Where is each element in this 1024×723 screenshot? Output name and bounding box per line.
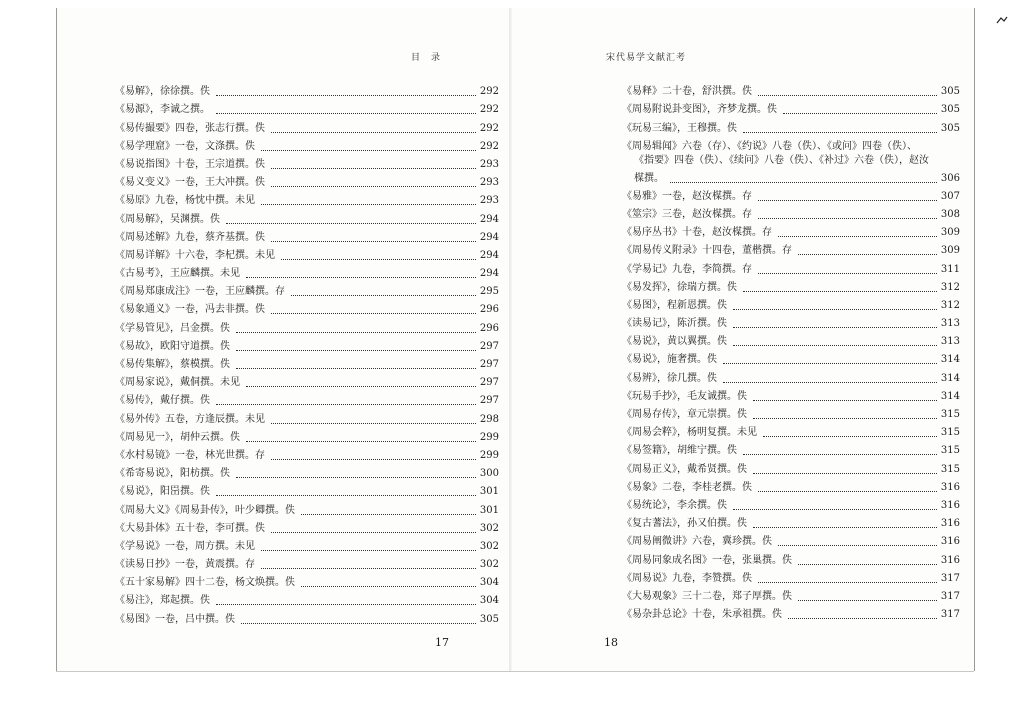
toc-entry — [622, 422, 960, 440]
entry-page-number: 304 — [479, 595, 499, 607]
entry-title: 《易说》，施奢撰。佚 — [622, 354, 717, 366]
dot-leader — [216, 404, 476, 405]
entry-title: 《筮宗》三卷，赵汝楳撰。存 — [622, 208, 752, 220]
entry-title: 《易原》九卷，杨忱中撰。未见 — [115, 195, 255, 207]
toc-entry — [622, 117, 960, 135]
entry-page-number: 306 — [940, 172, 960, 184]
toc-entry — [115, 245, 499, 263]
dot-leader — [783, 113, 937, 114]
entry-page-number: 294 — [479, 231, 499, 243]
entry-page-number: 297 — [479, 377, 499, 389]
entry-title: 《易故》，欧阳守道撰。佚 — [115, 340, 230, 352]
dot-leader — [236, 368, 476, 369]
entry-title: 《易统论》，李余撰。佚 — [622, 499, 727, 511]
toc-entry — [115, 227, 499, 245]
dot-leader — [758, 491, 937, 492]
dot-leader — [291, 295, 476, 296]
entry-title: 《易序丛书》十卷，赵汝楳撰。存 — [622, 227, 772, 239]
entry-title: 《大易卦体》五十卷，李可撰。佚 — [115, 522, 265, 534]
entry-page-number: 305 — [940, 122, 960, 134]
toc-entry — [115, 608, 499, 626]
toc-entry — [115, 263, 499, 281]
entry-page-number: 300 — [479, 468, 499, 480]
entry-page-number: 309 — [940, 227, 960, 239]
dot-leader — [778, 236, 937, 237]
toc-entry — [622, 477, 960, 495]
toc-entry — [115, 372, 499, 390]
dot-leader — [271, 241, 476, 242]
entry-page-number: 296 — [479, 304, 499, 316]
entry-title: 《周易正义》，戴希贤撰。佚 — [622, 463, 747, 475]
dot-leader — [753, 473, 937, 474]
dot-leader — [788, 618, 937, 619]
toc-entry — [622, 604, 960, 622]
toc-entry — [115, 154, 499, 172]
entry-title: 《玩易三编》，王穆撰。佚 — [622, 122, 737, 134]
entry-page-number: 297 — [479, 395, 499, 407]
dot-leader — [778, 545, 937, 546]
toc-entry — [115, 481, 499, 499]
entry-page-number: 313 — [940, 336, 960, 348]
left-page — [56, 8, 509, 671]
entry-title: 《读易日抄》一卷，黄震撰。存 — [115, 559, 255, 571]
entry-title: 《古易考》，王应麟撰。未见 — [115, 268, 240, 280]
dot-leader — [216, 95, 476, 96]
dot-leader — [758, 200, 937, 201]
entry-page-number: 313 — [940, 318, 960, 330]
entry-title: 《大易观象》三十二卷，郑子厚撰。佚 — [622, 590, 792, 602]
toc-entry — [622, 258, 960, 276]
entry-page-number: 298 — [479, 413, 499, 425]
entry-page-number: 316 — [940, 499, 960, 511]
dot-leader — [723, 363, 937, 364]
entry-title: 《易注》，郑起撰。佚 — [115, 595, 210, 607]
dot-leader — [261, 150, 476, 151]
toc-entry — [115, 81, 499, 99]
entry-title: 《易发挥》，徐瑞方撰。佚 — [622, 281, 737, 293]
entry-title: 《周易家说》，戴侗撰。未见 — [115, 377, 240, 389]
entry-page-number: 315 — [940, 409, 960, 420]
dot-leader — [743, 291, 937, 292]
toc-entry — [115, 281, 499, 299]
toc-entry — [622, 313, 960, 331]
dot-leader — [281, 259, 476, 260]
entry-page-number: 315 — [940, 445, 960, 457]
dot-leader — [241, 623, 476, 624]
scan-corner-mark-icon — [995, 14, 1009, 28]
dot-leader — [670, 182, 937, 183]
entry-title: 《易传》，戴仔撰。佚 — [115, 395, 210, 407]
toc-entry — [115, 572, 499, 590]
toc-entry — [622, 222, 960, 240]
dot-leader — [236, 350, 476, 351]
dot-leader — [798, 600, 937, 601]
dot-leader — [758, 218, 937, 219]
entry-title: 《学易管见》，吕金撰。佚 — [115, 322, 230, 334]
entry-title: 《易杂卦总论》十卷，朱承祖撰。佚 — [622, 609, 782, 621]
entry-title: 《周易详解》十六卷，李杞撰。未见 — [115, 249, 275, 261]
entry-page-number: 293 — [479, 158, 499, 170]
dot-leader — [753, 400, 937, 401]
toc-entry — [622, 204, 960, 222]
entry-page-number: 297 — [479, 359, 499, 370]
entry-page-number: 312 — [940, 299, 960, 311]
entry-page-number: 299 — [479, 449, 499, 461]
dot-leader — [246, 386, 476, 387]
toc-entry — [115, 336, 499, 354]
dot-leader — [246, 277, 476, 278]
dot-leader — [758, 95, 937, 96]
dot-leader — [763, 436, 937, 437]
entry-title: 《易说》，黄以翼撰。佚 — [622, 336, 727, 348]
dot-leader — [798, 564, 937, 565]
toc-entry — [115, 208, 499, 226]
toc-entry — [622, 240, 960, 258]
entry-page-number: 292 — [479, 104, 499, 116]
entry-title-continued: 《指要》四卷（佚）、《续问》八卷（佚）、《补过》六卷（佚），赵汝 — [634, 154, 929, 166]
dot-leader — [226, 223, 476, 224]
entry-title: 《复古蓍法》，孙又伯撰。佚 — [622, 518, 747, 530]
toc-entry — [115, 390, 499, 408]
entry-page-number: 316 — [940, 481, 960, 493]
toc-entry — [115, 172, 499, 190]
entry-title: 《学易记》九卷，李简撰。存 — [622, 263, 752, 275]
toc-entry — [622, 81, 960, 99]
toc-entry — [115, 408, 499, 426]
dot-leader — [758, 582, 937, 583]
entry-title: 《周易同象成名图》一卷，张巢撰。佚 — [622, 554, 792, 566]
entry-title: 《水村易镜》一卷，林光世撰。存 — [115, 449, 265, 461]
toc-list — [115, 81, 499, 627]
toc-entry — [622, 549, 960, 567]
entry-title: 《易签籍》，胡维宁撰。佚 — [622, 445, 737, 457]
entry-title: 《易传撮要》四卷，张志行撰。佚 — [115, 122, 265, 134]
entry-title: 《周易述解》九卷，蔡齐基撰。佚 — [115, 231, 265, 243]
entry-title: 《周易传义附录》十四卷，董楷撰。存 — [622, 245, 792, 257]
entry-page-number: 305 — [940, 104, 960, 116]
entry-title-continued: 楳撰。 — [634, 172, 664, 184]
dot-leader — [733, 327, 937, 328]
dot-leader — [271, 168, 476, 169]
entry-page-number: 305 — [479, 613, 499, 625]
entry-title: 《易说指图》十卷，王宗道撰。佚 — [115, 158, 265, 170]
dot-leader — [261, 204, 476, 205]
dot-leader — [271, 423, 476, 424]
dot-leader — [271, 186, 476, 187]
toc-entry — [622, 136, 960, 186]
dot-leader — [798, 254, 937, 255]
dot-leader — [723, 382, 937, 383]
entry-page-number: 292 — [479, 86, 499, 98]
toc-entry — [622, 295, 960, 313]
entry-title: 《周易存传》，章元崇撰。佚 — [622, 409, 747, 420]
entry-page-number: 295 — [479, 286, 499, 298]
toc-entry — [622, 586, 960, 604]
entry-page-number: 299 — [479, 431, 499, 443]
entry-page-number: 293 — [479, 177, 499, 189]
dot-leader — [733, 345, 937, 346]
toc-entry — [622, 458, 960, 476]
entry-page-number: 301 — [479, 504, 499, 516]
entry-title: 《周易郑康成注》一卷，王应麟撰。存 — [115, 286, 285, 298]
dot-leader — [216, 113, 476, 114]
toc-entry — [622, 386, 960, 404]
entry-title: 《学易说》一卷，周方撰。未见 — [115, 540, 255, 552]
dot-leader — [743, 454, 937, 455]
toc-entry — [115, 554, 499, 572]
entry-title: 《易象》二卷，李桂老撰。佚 — [622, 481, 752, 493]
entry-page-number: 294 — [479, 213, 499, 225]
entry-page-number: 292 — [479, 140, 499, 152]
entry-page-number: 314 — [940, 390, 960, 402]
entry-page-number: 312 — [940, 281, 960, 293]
entry-page-number: 317 — [940, 572, 960, 584]
toc-list — [622, 81, 960, 622]
entry-title: 《周易附说卦变图》，齐梦龙撰。佚 — [622, 104, 777, 116]
toc-entry — [115, 463, 499, 481]
toc-entry — [622, 331, 960, 349]
page-number: 17 — [435, 636, 449, 649]
entry-page-number: 301 — [479, 486, 499, 498]
toc-entry — [622, 186, 960, 204]
dot-leader — [236, 332, 476, 333]
entry-page-number: 314 — [940, 372, 960, 384]
toc-entry — [622, 568, 960, 586]
toc-entry — [622, 513, 960, 531]
dot-leader — [753, 418, 937, 419]
entry-title: 《希寄易说》，阳枋撰。佚 — [115, 468, 230, 480]
toc-entry — [115, 190, 499, 208]
entry-page-number: 293 — [479, 195, 499, 207]
toc-entry — [622, 440, 960, 458]
running-header: 目 录 — [410, 53, 441, 63]
entry-page-number: 302 — [479, 559, 499, 571]
entry-page-number: 315 — [940, 427, 960, 439]
entry-title: 《周易辑闻》六卷（存）、《约说》八卷（佚）、《或问》四卷（佚）、 — [622, 140, 917, 152]
entry-page-number: 292 — [479, 122, 499, 134]
entry-page-number: 316 — [940, 536, 960, 548]
page-bottom-edge — [56, 671, 974, 672]
entry-page-number: 315 — [940, 463, 960, 475]
dot-leader — [733, 509, 937, 510]
toc-entry — [115, 117, 499, 135]
dot-leader — [733, 309, 937, 310]
entry-title: 《易雅》一卷，赵汝楳撰。存 — [622, 190, 752, 202]
dot-leader — [271, 459, 476, 460]
page-number: 18 — [604, 636, 618, 649]
right-page — [512, 8, 975, 671]
entry-page-number: 311 — [940, 263, 960, 275]
entry-title: 《易图》一卷，吕中撰。佚 — [115, 613, 235, 625]
entry-page-number: 297 — [479, 340, 499, 352]
entry-page-number: 305 — [940, 86, 960, 98]
dot-leader — [301, 586, 476, 587]
toc-entry — [622, 277, 960, 295]
entry-title: 《易义变义》一卷，王大冲撰。佚 — [115, 177, 265, 189]
dot-leader — [261, 568, 476, 569]
dot-leader — [758, 273, 937, 274]
entry-page-number: 309 — [940, 245, 960, 257]
toc-entry — [115, 354, 499, 372]
entry-page-number: 317 — [940, 590, 960, 602]
entry-title: 《周易大义》《周易卦传》，叶少卿撰。佚 — [115, 504, 295, 516]
dot-leader — [216, 604, 476, 605]
entry-title: 《易传集解》，蔡模撰。佚 — [115, 359, 230, 370]
toc-entry — [622, 531, 960, 549]
toc-entry — [115, 427, 499, 445]
toc-entry — [115, 590, 499, 608]
entry-page-number: 317 — [940, 609, 960, 621]
dot-leader — [246, 441, 476, 442]
dot-leader — [301, 514, 476, 515]
dot-leader — [743, 132, 937, 133]
toc-entry — [115, 99, 499, 117]
toc-entry — [622, 495, 960, 513]
toc-entry — [622, 349, 960, 367]
entry-page-number: 308 — [940, 208, 960, 220]
toc-entry — [622, 99, 960, 117]
entry-title: 《周易说》九卷，李赞撰。佚 — [622, 572, 752, 584]
entry-title: 《易象通义》一卷，冯去非撰。佚 — [115, 304, 265, 316]
entry-title: 《五十家易解》四十二卷，杨文焕撰。佚 — [115, 577, 295, 589]
entry-page-number: 316 — [940, 554, 960, 566]
dot-leader — [753, 527, 937, 528]
entry-page-number: 294 — [479, 249, 499, 261]
toc-entry — [622, 404, 960, 422]
entry-title: 《易源》，李诚之撰。 — [115, 104, 210, 116]
entry-title: 《周易解》，吴渊撰。佚 — [115, 213, 220, 225]
toc-entry — [115, 299, 499, 317]
entry-page-number: 314 — [940, 354, 960, 366]
dot-leader — [216, 495, 476, 496]
entry-title: 《易图》，程新恩撰。佚 — [622, 299, 727, 311]
entry-title: 《玩易手抄》，毛友诚撰。佚 — [622, 390, 747, 402]
entry-page-number: 294 — [479, 268, 499, 280]
entry-title: 《周易会粹》，杨明复撰。未见 — [622, 427, 757, 439]
entry-page-number: 302 — [479, 522, 499, 534]
running-header: 宋代易学文献汇考 — [606, 53, 687, 63]
entry-title: 《易外传》五卷，方逢辰撰。未见 — [115, 413, 265, 425]
entry-title: 《易说》，阳岊撰。佚 — [115, 486, 210, 498]
entry-title: 《周易见一》，胡仲云撰。佚 — [115, 431, 240, 443]
entry-page-number: 304 — [479, 577, 499, 589]
toc-entry — [115, 518, 499, 536]
entry-page-number: 307 — [940, 190, 960, 202]
dot-leader — [271, 132, 476, 133]
dot-leader — [261, 550, 476, 551]
entry-page-number: 302 — [479, 540, 499, 552]
dot-leader — [271, 532, 476, 533]
entry-title: 《易解》，徐徐撰。佚 — [115, 86, 210, 98]
toc-entry — [115, 445, 499, 463]
toc-entry — [115, 136, 499, 154]
entry-title: 《易学理窟》一卷，文涤撰。佚 — [115, 140, 255, 152]
toc-entry — [115, 317, 499, 335]
entry-page-number: 316 — [940, 518, 960, 530]
toc-entry — [115, 536, 499, 554]
toc-entry — [622, 367, 960, 385]
entry-title: 《易释》二十卷，舒洪撰。佚 — [622, 86, 752, 98]
dot-leader — [271, 313, 476, 314]
dot-leader — [236, 477, 476, 478]
entry-page-number: 296 — [479, 322, 499, 334]
entry-title: 《周易阐微讲》六卷，冀珍撰。佚 — [622, 536, 772, 548]
entry-title: 《读易记》，陈沂撰。佚 — [622, 318, 727, 330]
entry-title: 《易辨》，徐几撰。佚 — [622, 372, 717, 384]
toc-entry — [115, 499, 499, 517]
